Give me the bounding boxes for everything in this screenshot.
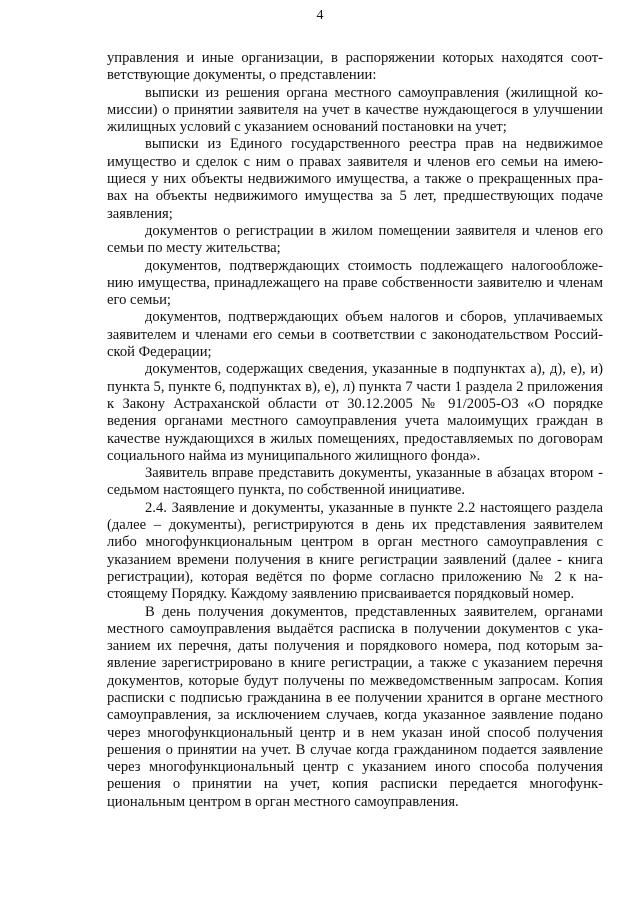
- document-body: [107, 50, 603, 811]
- paragraph-property-value: документов, подтверждающих стоимость подлежащего налогообложению имущества, принадлежащего на праве собственности заявителю и членам его семьи;: [107, 257, 603, 309]
- paragraph-taxes: документов, подтверждающих объем налогов и сборов, уплачиваемых заявителем и членами его семьи в соответствии с законодательством Российской Федерации;: [107, 309, 603, 361]
- paragraph-property-registry-extract: выписки из Единого государственного реестра прав на недвижимое имущество и сделок с ним о правах заявителя и членов его семьи на имеющиеся у них объекты недвижимого имущества, а также о прекращенных правах на объекты недвижимого имущества за 5 лет, предшествующих подаче заявления;: [107, 136, 603, 222]
- page-number: 4: [316, 8, 324, 23]
- paragraph-receipt: В день получения документов, представленных заявителем, органами местного самоуправления выдаётся расписка в получении документов с указанием их перечня, даты получения и порядкового номера, под которым заявление зарегистрировано в книге регистрации, а также с указанием перечня документов, которые будут получены по межведомственным запросам. Копия расписки с подписью гражданина в ее получении хранится в органе местного самоуправления, за исключением случаев, когда указанное заявление подано через многофункциональный центр и в нем указан иной способ получения решения о принятии на учет. В случае когда гражданином подается заявление через многофункциональный центр с указанием иного способа получения решения о принятии на учет, копия расписки передается многофункциональным центром в орган местного самоуправления.: [107, 603, 603, 810]
- paragraph-own-initiative: Заявитель вправе представить документы, указанные в абзацах втором - седьмом настоящего пункта, по собственной инициативе.: [107, 465, 603, 499]
- paragraph-law-references: документов, содержащих сведения, указанные в подпунктах а), д), е), и) пункта 5, пункте 6, подпунктах в), е), л) пункта 7 части 1 раздела 2 приложения к Закону Астраханской области от 30.12.2005 № 91/2005-ОЗ «О порядке ведения органами местного самоуправления учета малоимущих граждан в качестве нуждающихся в жилых помещениях, предоставляемых по договорам социального найма из муниципального жилищного фонда».: [107, 361, 603, 464]
- paragraph-housing-commission-extract: выписки из решения органа местного самоуправления (жилищной комиссии) о принятии заявителя на учет в качестве нуждающегося в улучшении жилищных условий с указанием оснований постановки на учет;: [107, 84, 603, 136]
- paragraph-organizations: управления и иные организации, в распоряжении которых находятся соответствующие документы, о представлении:: [107, 50, 603, 84]
- paragraph-section-2-4: 2.4. Заявление и документы, указанные в пункте 2.2 настоящего раздела (далее – документы), регистрируются в день их представления заявителем либо многофункциональным центром в орган местного самоуправления с указанием времени получения в книге регистрации заявлений (далее - книга регистрации), которая ведётся по форме согласно приложению № 2 к настоящему Порядку. Каждому заявлению присваивается порядковый номер.: [107, 499, 603, 603]
- paragraph-residence-registration: документов о регистрации в жилом помещении заявителя и членов его семьи по месту жительства;: [107, 222, 603, 257]
